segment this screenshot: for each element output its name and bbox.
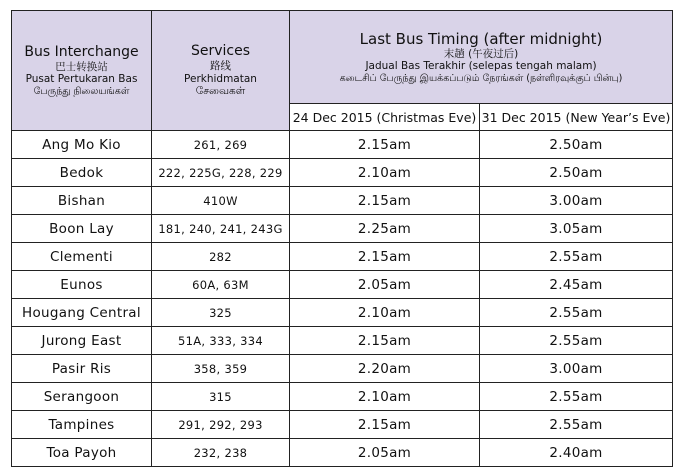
header-last-bus-ms: Jadual Bas Terakhir (selepas tengah malam) bbox=[365, 60, 597, 72]
service-numbers: 181, 240, 241, 243G bbox=[152, 215, 290, 243]
table-row bbox=[12, 243, 673, 271]
last-bus-new-years-eve: 2.40am bbox=[480, 439, 673, 467]
header-services-en: Services bbox=[190, 43, 251, 60]
interchange-name: Bedok bbox=[12, 159, 152, 187]
service-numbers: 315 bbox=[152, 383, 290, 411]
interchange-name: Toa Payoh bbox=[12, 439, 152, 467]
last-bus-christmas-eve: 2.15am bbox=[290, 327, 480, 355]
last-bus-new-years-eve: 3.00am bbox=[480, 187, 673, 215]
header-interchange-zh: 巴士转换站 bbox=[55, 60, 108, 73]
interchange-name: Boon Lay bbox=[12, 215, 152, 243]
table-row bbox=[12, 271, 673, 299]
table-row bbox=[12, 159, 673, 187]
last-bus-christmas-eve: 2.15am bbox=[290, 243, 480, 271]
table-row bbox=[12, 355, 673, 383]
table-row bbox=[12, 299, 673, 327]
header-services-ms: Perkhidmatan bbox=[184, 72, 257, 85]
header-date-christmas-eve: 24 Dec 2015 (Christmas Eve) bbox=[290, 104, 480, 131]
interchange-name: Hougang Central bbox=[12, 299, 152, 327]
header-date-new-years-eve: 31 Dec 2015 (New Year’s Eve) bbox=[480, 104, 673, 131]
interchange-name: Clementi bbox=[12, 243, 152, 271]
interchange-name: Bishan bbox=[12, 187, 152, 215]
last-bus-christmas-eve: 2.05am bbox=[290, 271, 480, 299]
last-bus-new-years-eve: 2.55am bbox=[480, 411, 673, 439]
table-row bbox=[12, 327, 673, 355]
header-last-bus-en: Last Bus Timing (after midnight) bbox=[359, 29, 603, 48]
last-bus-christmas-eve: 2.15am bbox=[290, 411, 480, 439]
last-bus-new-years-eve: 2.55am bbox=[480, 243, 673, 271]
last-bus-christmas-eve: 2.20am bbox=[290, 355, 480, 383]
last-bus-new-years-eve: 2.50am bbox=[480, 159, 673, 187]
header-services bbox=[152, 11, 290, 131]
header-interchange-en: Bus Interchange bbox=[24, 43, 139, 60]
table-row bbox=[12, 383, 673, 411]
last-bus-new-years-eve: 2.55am bbox=[480, 299, 673, 327]
header-last-bus-zh: 末趟 (午夜过后) bbox=[443, 47, 519, 60]
interchange-name: Eunos bbox=[12, 271, 152, 299]
interchange-name: Pasir Ris bbox=[12, 355, 152, 383]
table-row bbox=[12, 411, 673, 439]
last-bus-christmas-eve: 2.25am bbox=[290, 215, 480, 243]
header-services-ta: சேவைகள் bbox=[195, 85, 246, 98]
service-numbers: 232, 238 bbox=[152, 439, 290, 467]
last-bus-christmas-eve: 2.05am bbox=[290, 439, 480, 467]
table-row bbox=[12, 439, 673, 467]
last-bus-christmas-eve: 2.15am bbox=[290, 187, 480, 215]
table-row bbox=[12, 131, 673, 159]
service-numbers: 410W bbox=[152, 187, 290, 215]
interchange-name: Jurong East bbox=[12, 327, 152, 355]
service-numbers: 51A, 333, 334 bbox=[152, 327, 290, 355]
header-last-bus-ta: கடைசிப் பேருந்து இயக்கப்படும் நேரங்கள் (நள்ளிரவுக்குப் பின்பு) bbox=[339, 72, 623, 84]
interchange-name: Serangoon bbox=[12, 383, 152, 411]
last-bus-new-years-eve: 2.55am bbox=[480, 327, 673, 355]
header-interchange-ms: Pusat Pertukaran Bas bbox=[25, 73, 138, 85]
header-bus-interchange bbox=[12, 11, 152, 131]
header-last-bus-timing bbox=[290, 11, 673, 104]
interchange-name: Ang Mo Kio bbox=[12, 131, 152, 159]
last-bus-new-years-eve: 2.45am bbox=[480, 271, 673, 299]
interchange-name: Tampines bbox=[12, 411, 152, 439]
last-bus-new-years-eve: 3.05am bbox=[480, 215, 673, 243]
service-numbers: 282 bbox=[152, 243, 290, 271]
last-bus-christmas-eve: 2.10am bbox=[290, 159, 480, 187]
table-row bbox=[12, 215, 673, 243]
last-bus-new-years-eve: 3.00am bbox=[480, 355, 673, 383]
last-bus-christmas-eve: 2.10am bbox=[290, 299, 480, 327]
service-numbers: 261, 269 bbox=[152, 131, 290, 159]
service-numbers: 291, 292, 293 bbox=[152, 411, 290, 439]
header-interchange-ta: பேருந்து நிலையங்கள் bbox=[33, 85, 130, 97]
last-bus-new-years-eve: 2.55am bbox=[480, 383, 673, 411]
table-row bbox=[12, 187, 673, 215]
last-bus-new-years-eve: 2.50am bbox=[480, 131, 673, 159]
service-numbers: 222, 225G, 228, 229 bbox=[152, 159, 290, 187]
header-services-zh: 路线 bbox=[210, 60, 231, 73]
last-bus-christmas-eve: 2.10am bbox=[290, 383, 480, 411]
last-bus-christmas-eve: 2.15am bbox=[290, 131, 480, 159]
service-numbers: 358, 359 bbox=[152, 355, 290, 383]
service-numbers: 60A, 63M bbox=[152, 271, 290, 299]
last-bus-timing-table bbox=[11, 10, 673, 467]
service-numbers: 325 bbox=[152, 299, 290, 327]
